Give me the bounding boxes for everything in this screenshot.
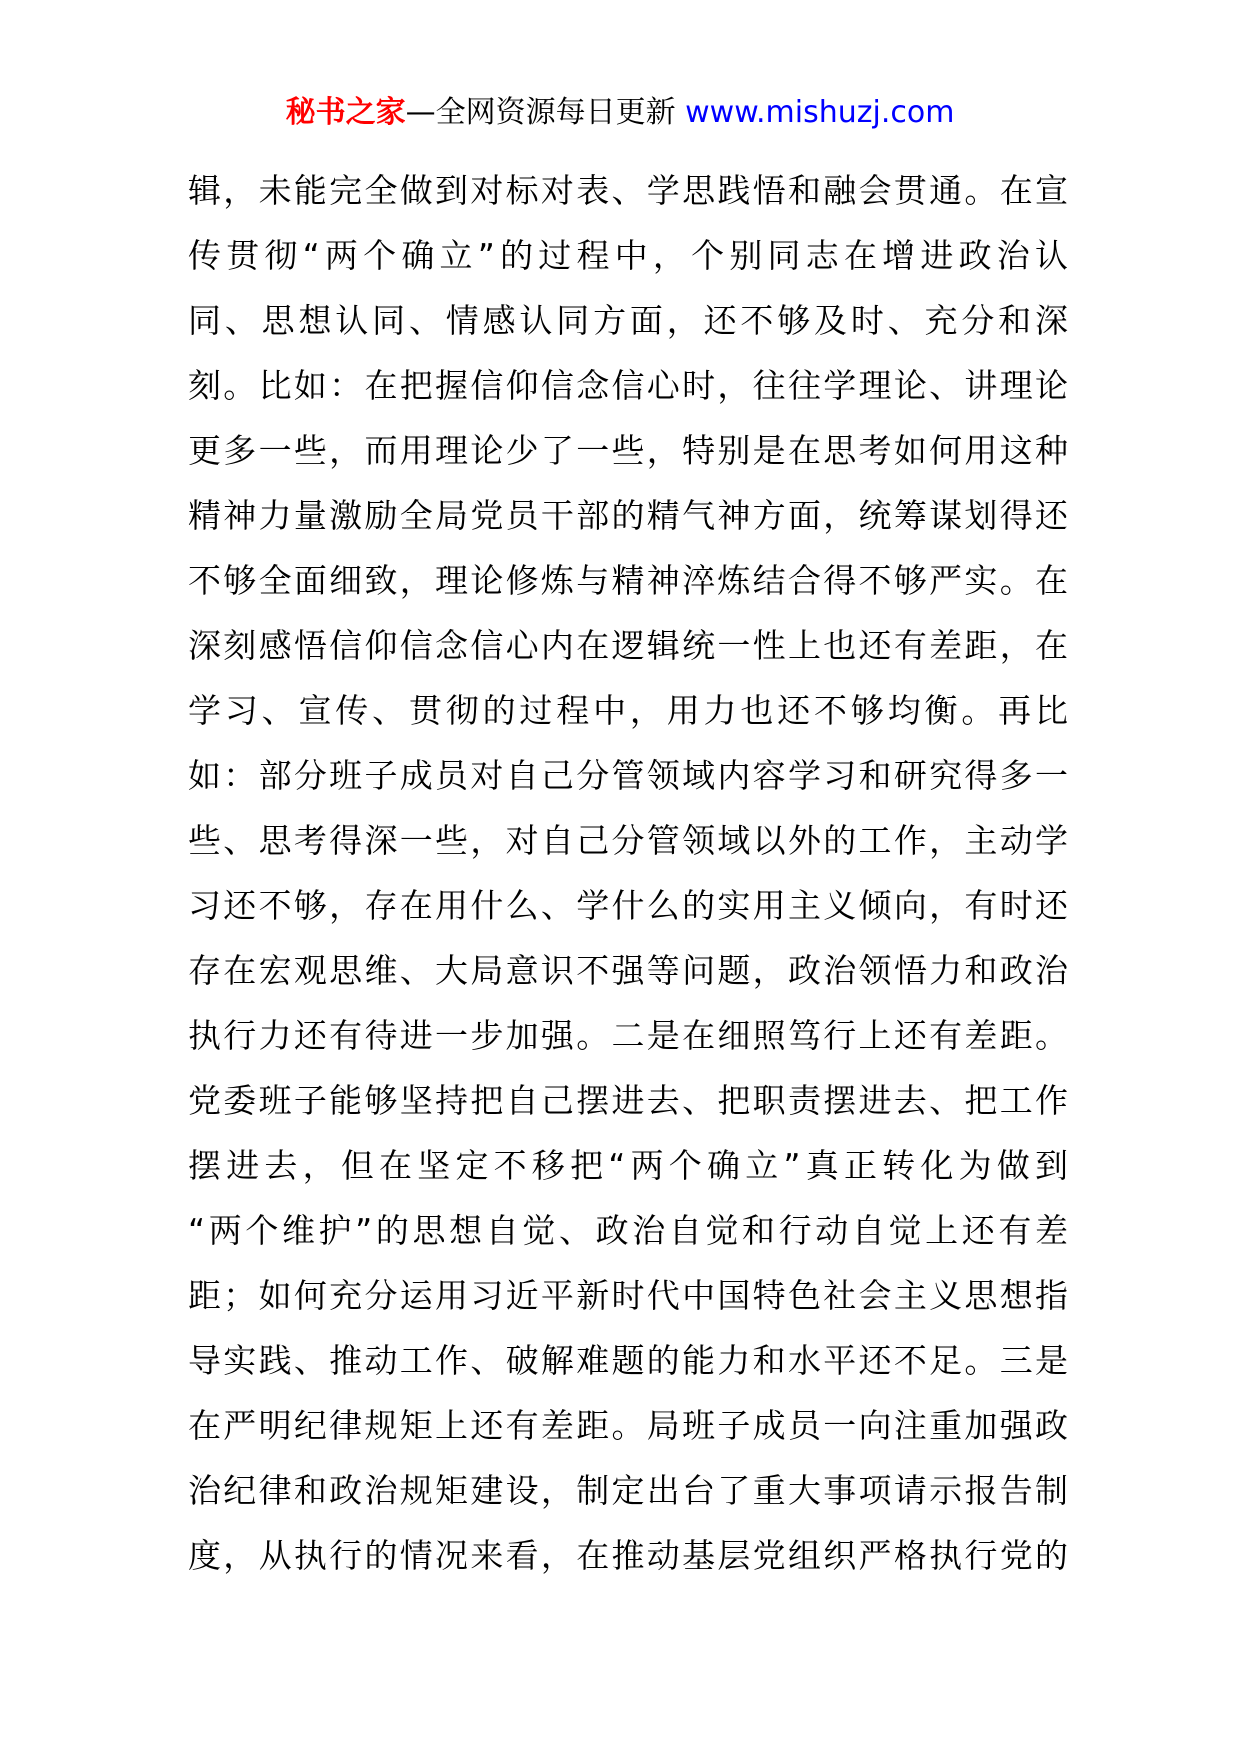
text-line: 党委班子能够坚持把自己摆进去、把职责摆进去、把工作 (188, 1081, 1068, 1120)
page-header (0, 93, 1240, 133)
text-line: 执行力还有待进一步加强。二是在细照笃行上还有差距。 (188, 1016, 1068, 1055)
text-line: 度，从执行的情况来看，在推动基层党组织严格执行党的 (188, 1536, 1068, 1575)
text-line: 刻。比如：在把握信仰信念信心时，往往学理论、讲理论 (188, 366, 1068, 405)
text-line: 在严明纪律规矩上还有差距。局班子成员一向注重加强政 (188, 1406, 1068, 1445)
text-line: 更多一些，而用理论少了一些，特别是在思考如何用这种 (188, 431, 1068, 470)
text-line: 存在宏观思维、大局意识不强等问题，政治领悟力和政治 (188, 951, 1068, 990)
site-url-link[interactable]: www.mishuzj.com (685, 95, 955, 130)
document-body (188, 163, 1068, 1593)
brand-name: 秘书之家 (285, 95, 406, 130)
header-tagline: —全网资源每日更新 (405, 95, 686, 130)
text-line: 摆进去，但在坚定不移把“两个确立”真正转化为做到 (188, 1146, 1068, 1185)
text-line: “两个维护”的思想自觉、政治自觉和行动自觉上还有差 (188, 1211, 1068, 1250)
text-line: 不够全面细致，理论修炼与精神淬炼结合得不够严实。在 (188, 561, 1068, 600)
text-line: 距；如何充分运用习近平新时代中国特色社会主义思想指 (188, 1276, 1068, 1315)
text-line: 辑，未能完全做到对标对表、学思践悟和融会贯通。在宣 (188, 171, 1068, 210)
text-line: 精神力量激励全局党员干部的精气神方面，统筹谋划得还 (188, 496, 1068, 535)
text-line: 治纪律和政治规矩建设，制定出台了重大事项请示报告制 (188, 1471, 1068, 1510)
text-line: 习还不够，存在用什么、学什么的实用主义倾向，有时还 (188, 886, 1068, 925)
text-line: 学习、宣传、贯彻的过程中，用力也还不够均衡。再比 (188, 691, 1068, 730)
text-line: 深刻感悟信仰信念信心内在逻辑统一性上也还有差距，在 (188, 626, 1068, 665)
text-line: 同、思想认同、情感认同方面，还不够及时、充分和深 (188, 301, 1068, 340)
text-line: 传贯彻“两个确立”的过程中，个别同志在增进政治认 (188, 236, 1068, 275)
text-line: 如：部分班子成员对自己分管领域内容学习和研究得多一 (188, 756, 1068, 795)
text-line: 些、思考得深一些，对自己分管领域以外的工作，主动学 (188, 821, 1068, 860)
text-line: 导实践、推动工作、破解难题的能力和水平还不足。三是 (188, 1341, 1068, 1380)
